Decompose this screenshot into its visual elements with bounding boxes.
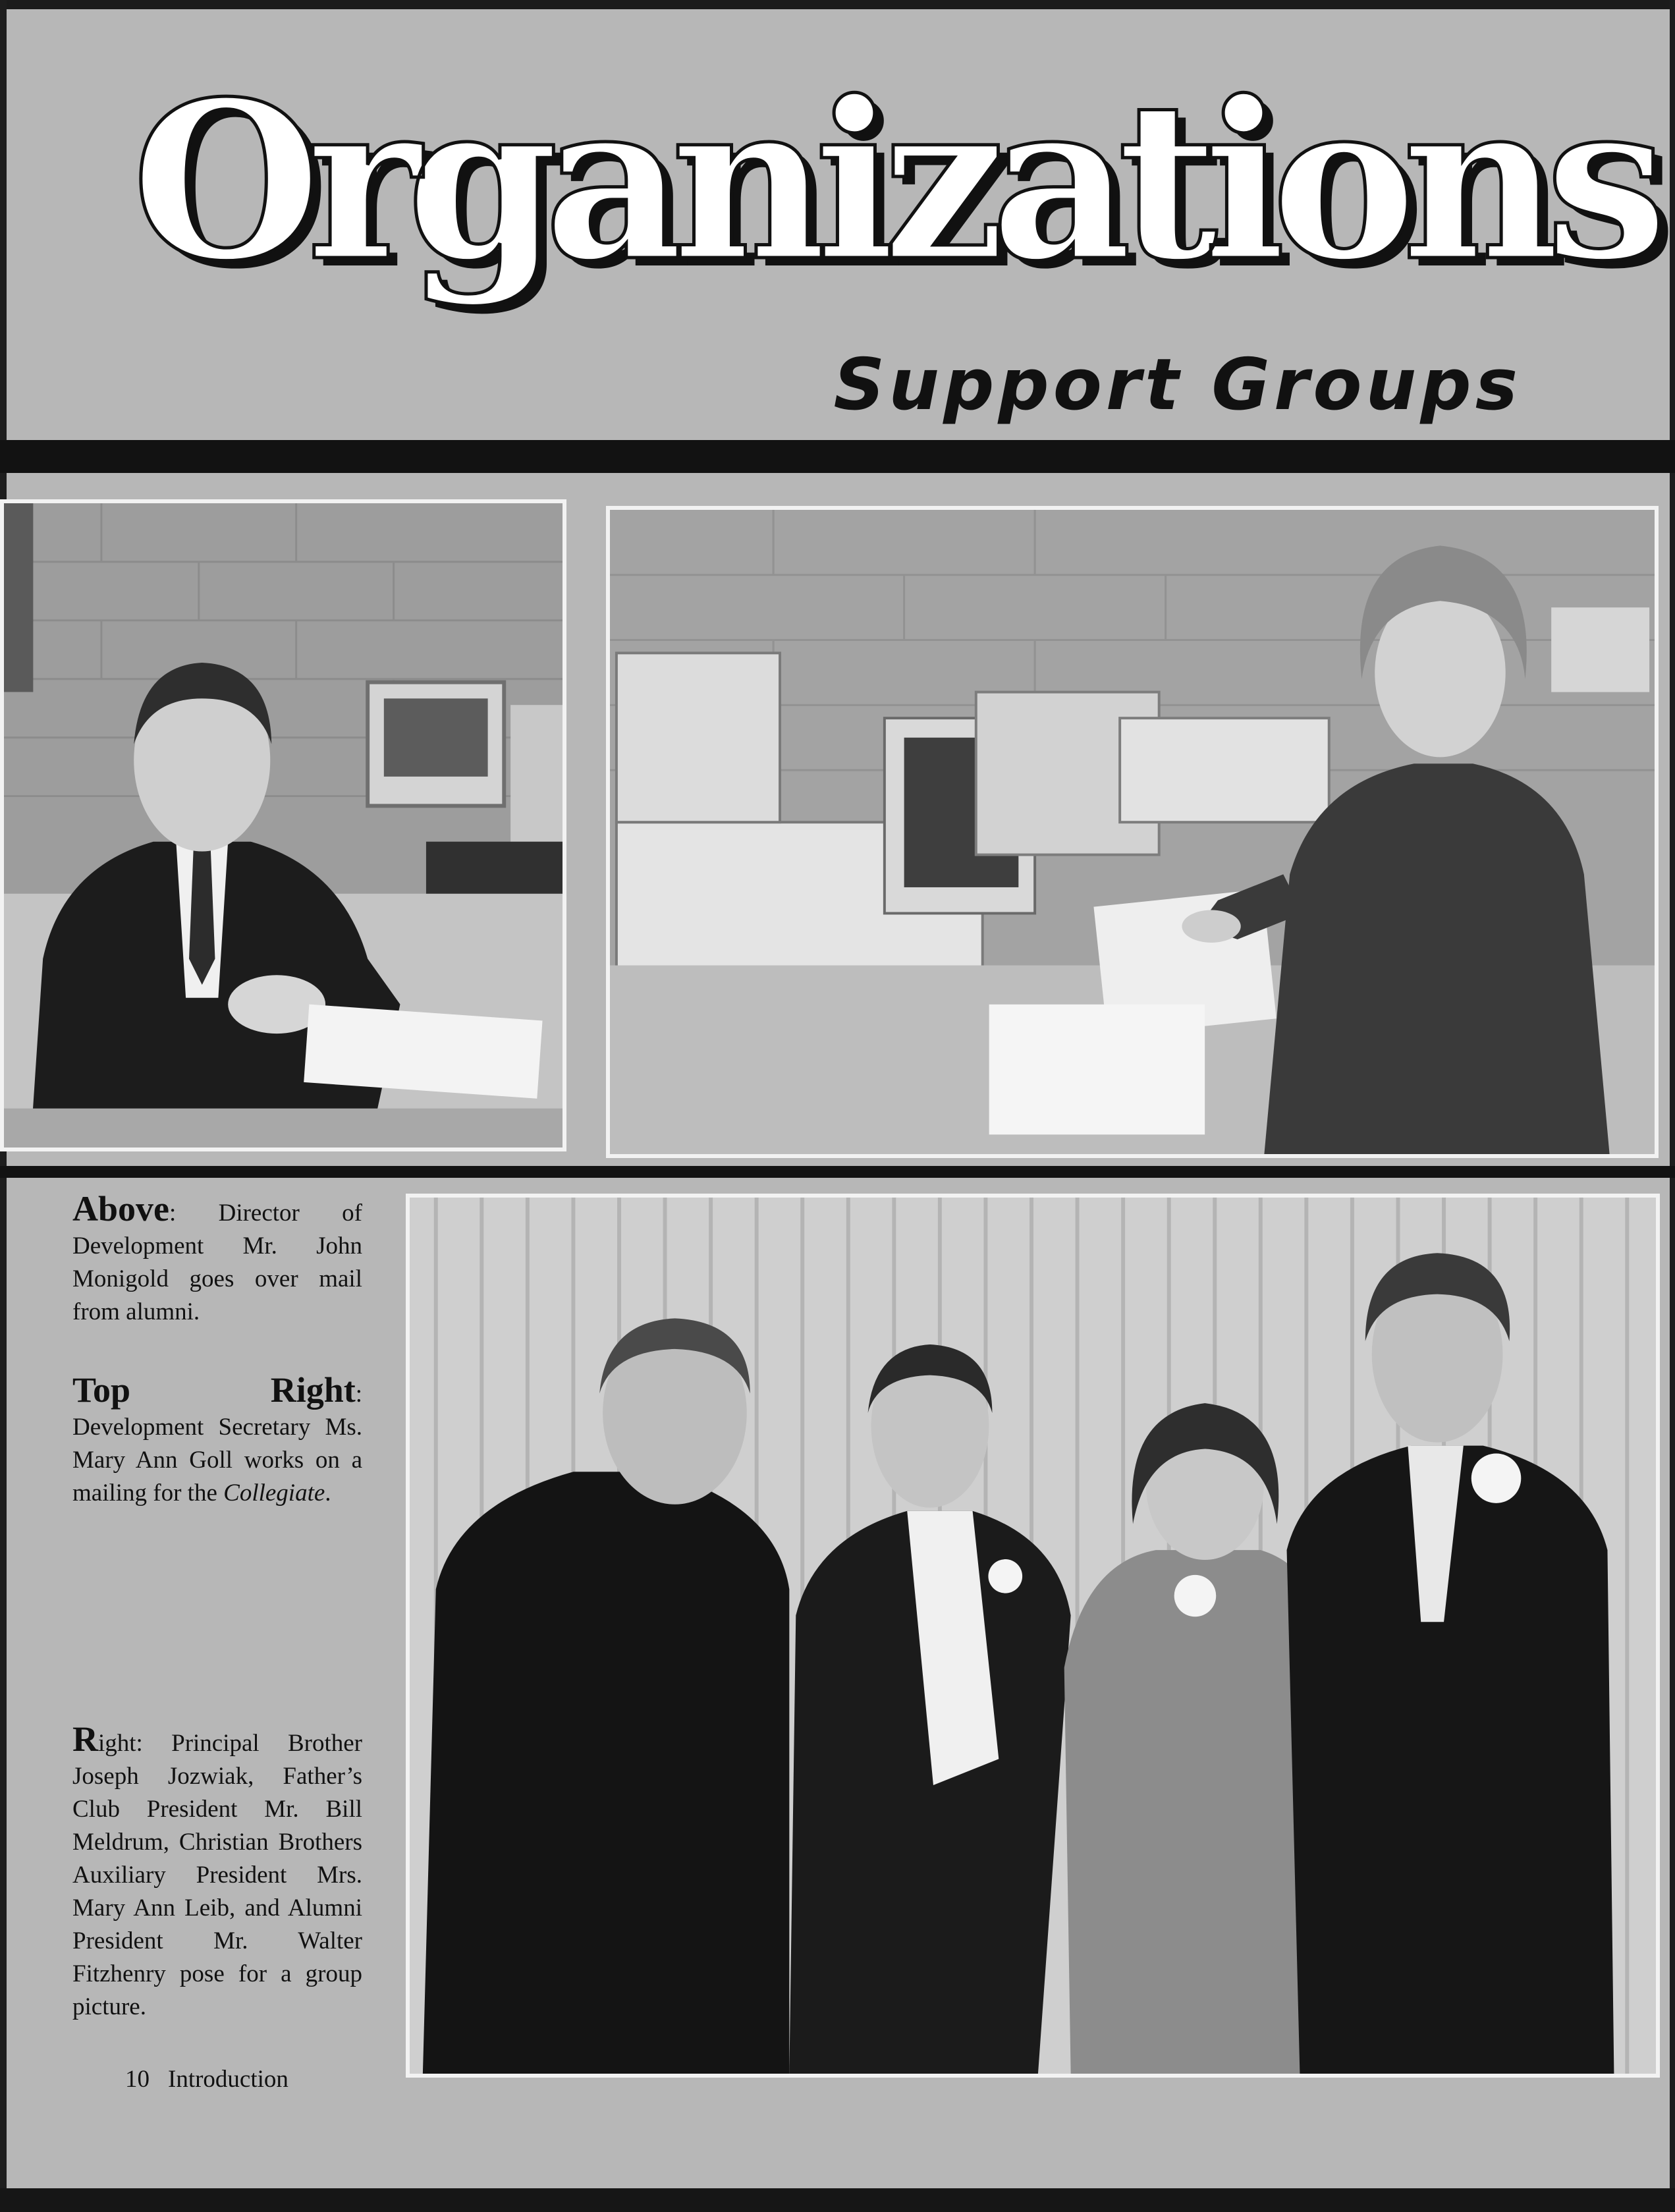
caption-top-right-lead: Top Right bbox=[72, 1370, 356, 1410]
caption-top-right bbox=[72, 1370, 362, 1510]
caption-top-right-text: : Development Secretary Ms. Mary Ann Goll works on a mailing for the bbox=[72, 1381, 362, 1507]
caption-above bbox=[72, 1189, 362, 1329]
scan-edge-right bbox=[1670, 0, 1675, 2212]
caption-top-right-end: . bbox=[325, 1479, 331, 1507]
caption-above-text: : Director of Development Mr. John Monigold goes over mail from alumni. bbox=[72, 1200, 362, 1325]
caption-right-text: ight: Principal Brother Joseph Jozwiak, Father’s Club President Mr. Bill Meldrum, Christian Brothers Auxiliary President Mrs. Mary Ann Leib, and Alumni President Mr. Walter Fitzhenry pose for a group picture. bbox=[72, 1730, 362, 2020]
page-footer bbox=[125, 2063, 288, 2096]
caption-top-right-publication: Collegiate bbox=[223, 1479, 325, 1507]
photo-director-at-desk bbox=[0, 499, 566, 1151]
section-name: Introduction bbox=[168, 2066, 288, 2093]
photo-group-image bbox=[410, 1198, 1656, 2074]
photo-secretary-image bbox=[610, 510, 1655, 1154]
photo-secretary-at-computer bbox=[606, 506, 1659, 1158]
middle-divider-bar bbox=[0, 1166, 1675, 1178]
caption-above-lead: Above bbox=[72, 1189, 169, 1229]
page-title: Organizations bbox=[132, 53, 1654, 309]
header-divider-bar bbox=[0, 440, 1675, 473]
page-number: 10 bbox=[125, 2066, 150, 2093]
scan-edge-bottom bbox=[0, 2188, 1675, 2212]
photo-director-image bbox=[4, 503, 563, 1147]
photo-group-of-four bbox=[406, 1194, 1660, 2078]
caption-right bbox=[72, 1719, 362, 2024]
caption-right-initial: R bbox=[72, 1719, 98, 1759]
page-subtitle: Support Groups bbox=[833, 344, 1522, 426]
scan-edge-top bbox=[0, 0, 1675, 9]
